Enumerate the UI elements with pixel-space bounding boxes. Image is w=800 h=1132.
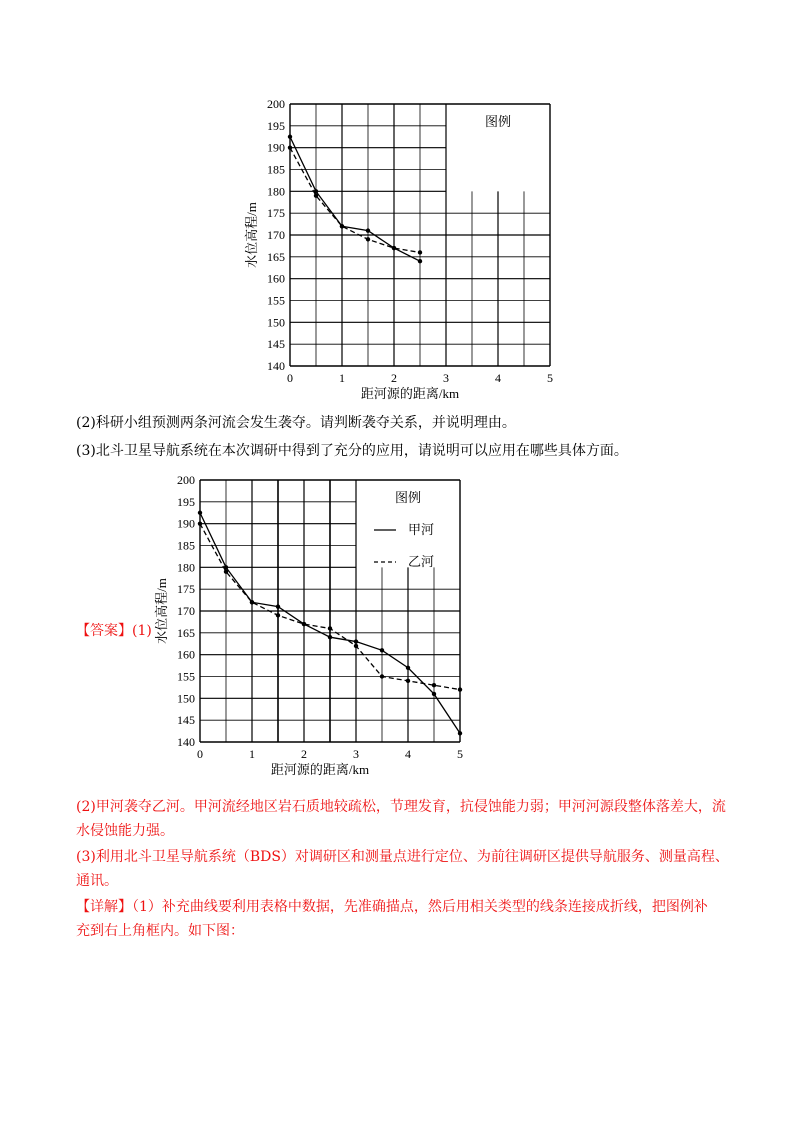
y-tick-label: 175	[177, 582, 195, 597]
data-point-1	[198, 521, 202, 525]
detail-line1	[76, 896, 708, 918]
y-tick-label: 150	[177, 691, 195, 706]
legend-title: 图例	[394, 490, 422, 505]
data-point-0	[366, 228, 370, 232]
question-2: (2)科研小组预测两条河流会发生袭夺。请判断袭夺关系，并说明理由。	[76, 415, 516, 431]
y-tick-label: 195	[267, 118, 285, 133]
x-tick-label: 5	[457, 747, 463, 761]
y-tick-label: 185	[177, 538, 195, 553]
y-tick-label: 165	[177, 625, 195, 640]
answer-2-line2: 水侵蚀能力强。	[76, 823, 174, 839]
series-line-0	[290, 137, 420, 261]
x-axis-title: 距河源的距离/km	[360, 386, 460, 401]
data-point-0	[276, 604, 280, 608]
y-tick-label: 195	[177, 494, 195, 509]
y-tick-label: 170	[267, 228, 285, 242]
x-tick-label: 0	[287, 371, 293, 385]
data-point-0	[328, 635, 332, 639]
data-point-0	[406, 666, 410, 670]
x-tick-label: 2	[391, 371, 397, 385]
y-tick-label: 180	[267, 184, 285, 199]
x-tick-label: 0	[197, 747, 203, 761]
y-tick-label: 145	[177, 713, 195, 728]
answer-label	[76, 620, 152, 642]
x-tick-label: 5	[547, 371, 553, 385]
data-point-1	[392, 246, 396, 250]
x-tick-label: 4	[495, 371, 501, 385]
data-point-0	[354, 639, 358, 643]
y-tick-label: 175	[267, 206, 285, 221]
y-tick-label: 160	[267, 271, 285, 286]
data-point-1	[406, 679, 410, 683]
y-tick-label: 190	[267, 140, 285, 155]
data-point-1	[224, 570, 228, 574]
x-axis-title: 距河源的距离/km	[270, 762, 370, 777]
x-tick-label: 3	[353, 747, 359, 761]
detail-line2: 充到右上角框内。如下图：	[76, 923, 244, 939]
x-tick-label: 3	[443, 371, 449, 385]
y-tick-label: 190	[177, 516, 195, 531]
data-point-0	[380, 648, 384, 652]
answer-tag: 【答案】	[76, 623, 132, 639]
y-tick-label: 200	[267, 97, 285, 111]
data-point-1	[340, 224, 344, 228]
answer-1: (1)	[132, 623, 152, 639]
data-point-0	[418, 259, 422, 263]
y-axis-title: 水位高程/m	[244, 202, 259, 268]
data-point-1	[458, 687, 462, 691]
y-tick-label: 145	[267, 337, 285, 352]
data-point-0	[198, 511, 202, 515]
y-tick-label: 160	[177, 647, 195, 662]
x-tick-label: 1	[249, 747, 255, 761]
answer-3-line2: 通讯。	[76, 873, 118, 889]
data-point-1	[328, 626, 332, 630]
data-point-1	[366, 237, 370, 241]
y-tick-label: 140	[267, 359, 285, 373]
y-tick-label: 180	[177, 560, 195, 575]
data-point-1	[418, 250, 422, 254]
y-tick-label: 170	[177, 604, 195, 618]
series-line-1	[290, 148, 420, 253]
legend-label-1: 乙河	[408, 554, 435, 569]
y-tick-label: 185	[267, 162, 285, 177]
legend-label-0: 甲河	[408, 522, 435, 537]
data-point-1	[432, 683, 436, 687]
x-tick-label: 4	[405, 747, 411, 761]
data-point-0	[458, 731, 462, 735]
answer-chart	[150, 468, 480, 780]
data-point-1	[380, 674, 384, 678]
data-point-0	[432, 692, 436, 696]
y-tick-label: 150	[267, 315, 285, 330]
data-point-0	[288, 135, 292, 139]
y-tick-label: 200	[177, 473, 195, 487]
x-tick-label: 1	[339, 371, 345, 385]
data-point-1	[354, 644, 358, 648]
y-tick-label: 140	[177, 735, 195, 749]
detail-text-1: （1）补充曲线要利用表格中数据，先准确描点，然后用相关类型的线条连接成折线，把图例补	[132, 899, 708, 915]
answer-2-line1: (2)甲河袭夺乙河。甲河流经地区岩石质地较疏松，节理发育，抗侵蚀能力弱；甲河河源段整体落差大，流	[76, 799, 726, 815]
x-tick-label: 2	[301, 747, 307, 761]
data-point-1	[302, 622, 306, 626]
data-point-1	[250, 600, 254, 604]
y-tick-label: 155	[177, 669, 195, 684]
data-point-1	[314, 194, 318, 198]
data-point-1	[276, 613, 280, 617]
detail-tag: 【详解】	[76, 899, 132, 915]
y-axis-title: 水位高程/m	[154, 578, 169, 644]
question-chart	[240, 92, 570, 404]
y-tick-label: 155	[267, 293, 285, 308]
legend-title: 图例	[484, 114, 512, 129]
data-point-1	[288, 145, 292, 149]
y-tick-label: 165	[267, 249, 285, 264]
answer-3-line1: (3)利用北斗卫星导航系统（BDS）对调研区和测量点进行定位、为前往调研区提供导航服务、测量高程、	[76, 849, 729, 865]
question-3: (3)北斗卫星导航系统在本次调研中得到了充分的应用，请说明可以应用在哪些具体方面。	[76, 443, 628, 459]
